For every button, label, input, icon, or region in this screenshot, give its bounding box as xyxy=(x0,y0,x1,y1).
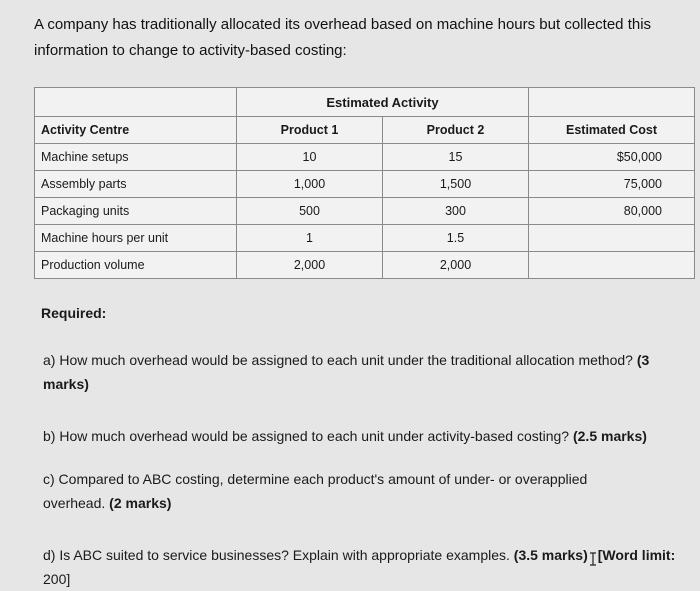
question-d-text: d) Is ABC suited to service businesses? Explain with appropriate examples. xyxy=(43,547,510,563)
table-row xyxy=(35,144,695,171)
cell-product-1: 10 xyxy=(237,144,383,171)
question-c-marks: (2 marks) xyxy=(109,495,172,511)
estimated-activity-header: Estimated Activity xyxy=(237,88,529,117)
cell-product-2: 1.5 xyxy=(383,225,529,252)
question-d xyxy=(43,543,683,591)
cell-estimated-cost: 80,000 xyxy=(529,198,695,225)
row-label: Machine hours per unit xyxy=(35,225,237,252)
question-a xyxy=(43,348,673,396)
question-d-word-limit-label: [Word limit: xyxy=(597,547,676,563)
question-c-text: c) Compared to ABC costing, determine each product's amount of under- or overapplied overhead. xyxy=(43,471,588,511)
row-label: Assembly parts xyxy=(35,171,237,198)
question-d-marks: (3.5 marks) xyxy=(513,547,588,563)
cell-product-1: 2,000 xyxy=(237,252,383,279)
cell-product-1: 1,000 xyxy=(237,171,383,198)
question-b-marks: (2.5 marks) xyxy=(572,428,647,444)
table-group-header-row xyxy=(35,88,695,117)
question-d-word-limit-value: 200] xyxy=(43,571,71,587)
activity-table xyxy=(34,87,695,279)
required-heading: Required: xyxy=(41,305,107,321)
cell-estimated-cost xyxy=(529,225,695,252)
table-row xyxy=(35,225,695,252)
cell-estimated-cost: 75,000 xyxy=(529,171,695,198)
col-header-estimated-cost: Estimated Cost xyxy=(529,117,695,144)
cell-product-2: 15 xyxy=(383,144,529,171)
col-header-product-2: Product 2 xyxy=(383,117,529,144)
cell-estimated-cost: $50,000 xyxy=(529,144,695,171)
text-cursor-icon xyxy=(589,549,597,563)
table-header-row xyxy=(35,117,695,144)
intro-paragraph: A company has traditionally allocated its overhead based on machine hours but collected this information to change to activity-based costing: xyxy=(34,16,652,59)
cell-product-2: 1,500 xyxy=(383,171,529,198)
table-row xyxy=(35,171,695,198)
col-header-product-1: Product 1 xyxy=(237,117,383,144)
question-b xyxy=(43,424,683,448)
cell-estimated-cost xyxy=(529,252,695,279)
cell-product-1: 1 xyxy=(237,225,383,252)
table-row xyxy=(35,198,695,225)
question-a-marks: (3 marks) xyxy=(43,352,650,392)
row-label: Production volume xyxy=(35,252,237,279)
question-c xyxy=(43,467,643,515)
cell-product-1: 500 xyxy=(237,198,383,225)
row-label: Machine setups xyxy=(35,144,237,171)
row-label: Packaging units xyxy=(35,198,237,225)
question-a-text: a) How much overhead would be assigned to each unit under the traditional allocation method? xyxy=(43,352,633,368)
cell-product-2: 300 xyxy=(383,198,529,225)
cell-product-2: 2,000 xyxy=(383,252,529,279)
question-b-text: b) How much overhead would be assigned to each unit under activity-based costing? xyxy=(43,428,570,444)
col-header-activity-centre: Activity Centre xyxy=(35,117,237,144)
table-row xyxy=(35,252,695,279)
